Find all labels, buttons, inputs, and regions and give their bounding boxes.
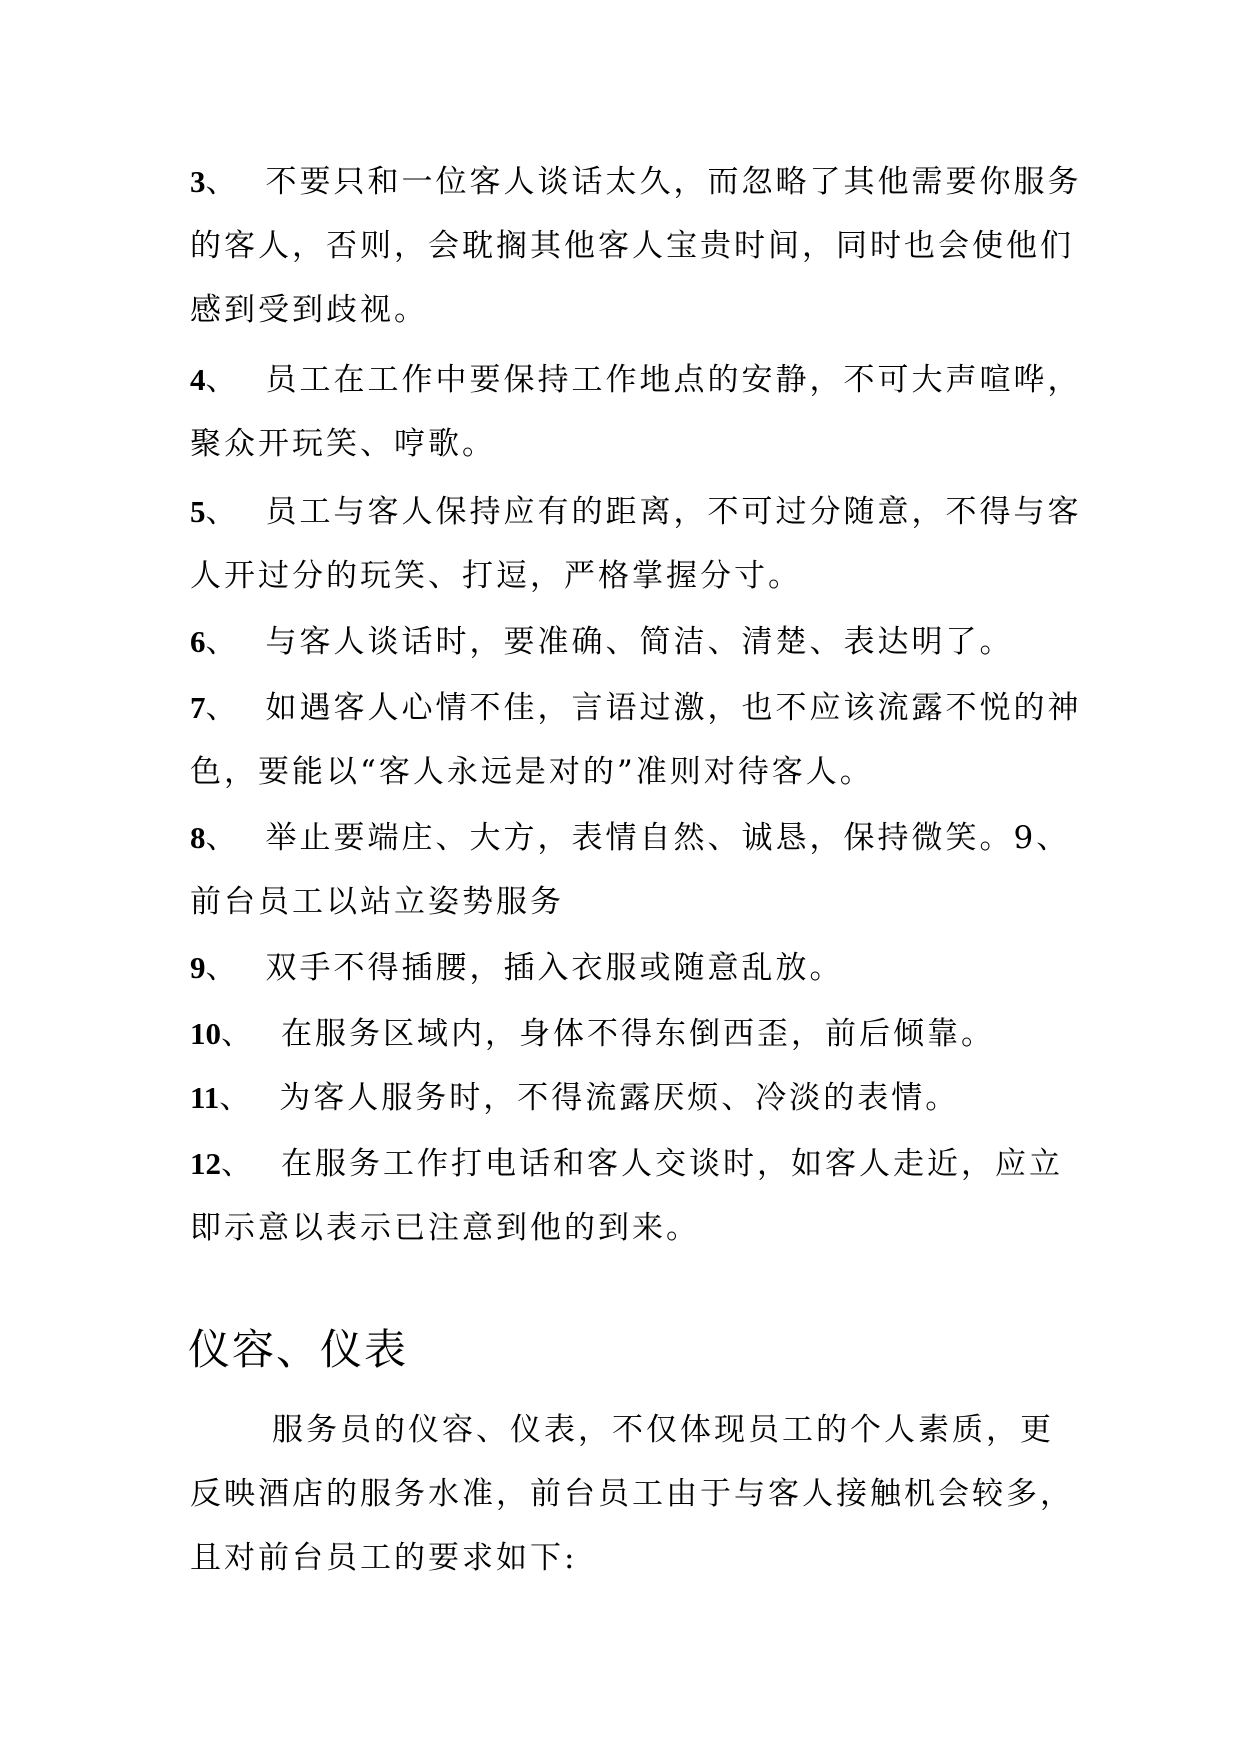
item-number: 7 [190,690,206,725]
item-number: 11 [190,1080,220,1115]
item-text-line: 员工与客人保持应有的距离，不可过分随意，不得与客 [265,494,1082,530]
list-item [190,806,1070,934]
item-text-line: 为客人服务时，不得流露厌烦、冷淡的表情。 [279,1080,960,1116]
item-text-line: 聚众开玩笑、哼歌。 [190,426,496,462]
item-text-line: 在服务工作打电话和客人交谈时，如客人走近，应立 [281,1146,1063,1182]
item-number: 4 [190,362,206,397]
item-text-line: 人开过分的玩笑、打逗，严格掌握分寸。 [190,558,802,594]
item-separator: 、 [205,362,240,398]
item-separator: 、 [205,494,240,530]
list-item [190,936,1070,1000]
item-text-line: 员工在工作中要保持工作地点的安静，不可大声喧哗， [265,362,1082,398]
item-number: 5 [190,494,206,529]
item-number: 3 [190,164,206,199]
item-separator: 、 [205,164,240,200]
item-number: 9 [190,950,206,985]
item-text-line: 不要只和一位客人谈话太久，而忽略了其他需要你服务 [265,164,1082,200]
item-text-line: 双手不得插腰，插入衣服或随意乱放。 [265,950,844,986]
item-text-line: 感到受到歧视。 [190,292,428,328]
item-text-line: 的客人，否则，会耽搁其他客人宝贵时间，同时也会使他们 [190,228,1074,264]
item-separator: 、 [205,690,240,726]
section-paragraph [190,1398,1074,1590]
item-text-line: 色，要能以“客人永远是对的”准则对待客人。 [190,754,874,790]
list-item [190,1066,1070,1130]
item-number: 8 [190,820,206,855]
list-item [190,348,1082,476]
list-item [190,610,1070,674]
item-text-line: 前台员工以站立姿势服务 [190,884,564,920]
list-item [190,1002,1070,1066]
list-item [190,150,1082,342]
paragraph-line: 且对前台员工的要求如下: [190,1540,578,1576]
paragraph-line: 服务员的仪容、仪表，不仅体现员工的个人素质，更 [272,1412,1054,1448]
item-number: 10 [190,1016,221,1051]
item-number: 12 [190,1146,221,1181]
item-number: 6 [190,624,206,659]
item-separator: 、 [219,1080,254,1116]
item-separator: 、 [205,624,240,660]
section-heading: 仪容、仪表 [188,1325,409,1374]
item-separator: 、 [205,950,240,986]
item-text-line: 即示意以表示已注意到他的到来。 [190,1210,700,1246]
item-separator: 、 [221,1146,255,1182]
item-text-line: 与客人谈话时，要准确、简洁、清楚、表达明了。 [265,624,1014,660]
list-item [190,676,1082,804]
list-item [190,1132,1070,1260]
paragraph-line: 反映酒店的服务水准，前台员工由于与客人接触机会较多， [190,1476,1074,1512]
item-separator: 、 [205,820,240,856]
item-text-line: 举止要端庄、大方，表情自然、诚恳，保持微笑。9、 [265,820,1071,856]
item-text-line: 如遇客人心情不佳，言语过激，也不应该流露不悦的神 [265,690,1082,726]
item-separator: 、 [221,1016,255,1052]
list-item [190,480,1082,608]
item-text-line: 在服务区域内，身体不得东倒西歪，前后倾靠。 [281,1016,995,1052]
